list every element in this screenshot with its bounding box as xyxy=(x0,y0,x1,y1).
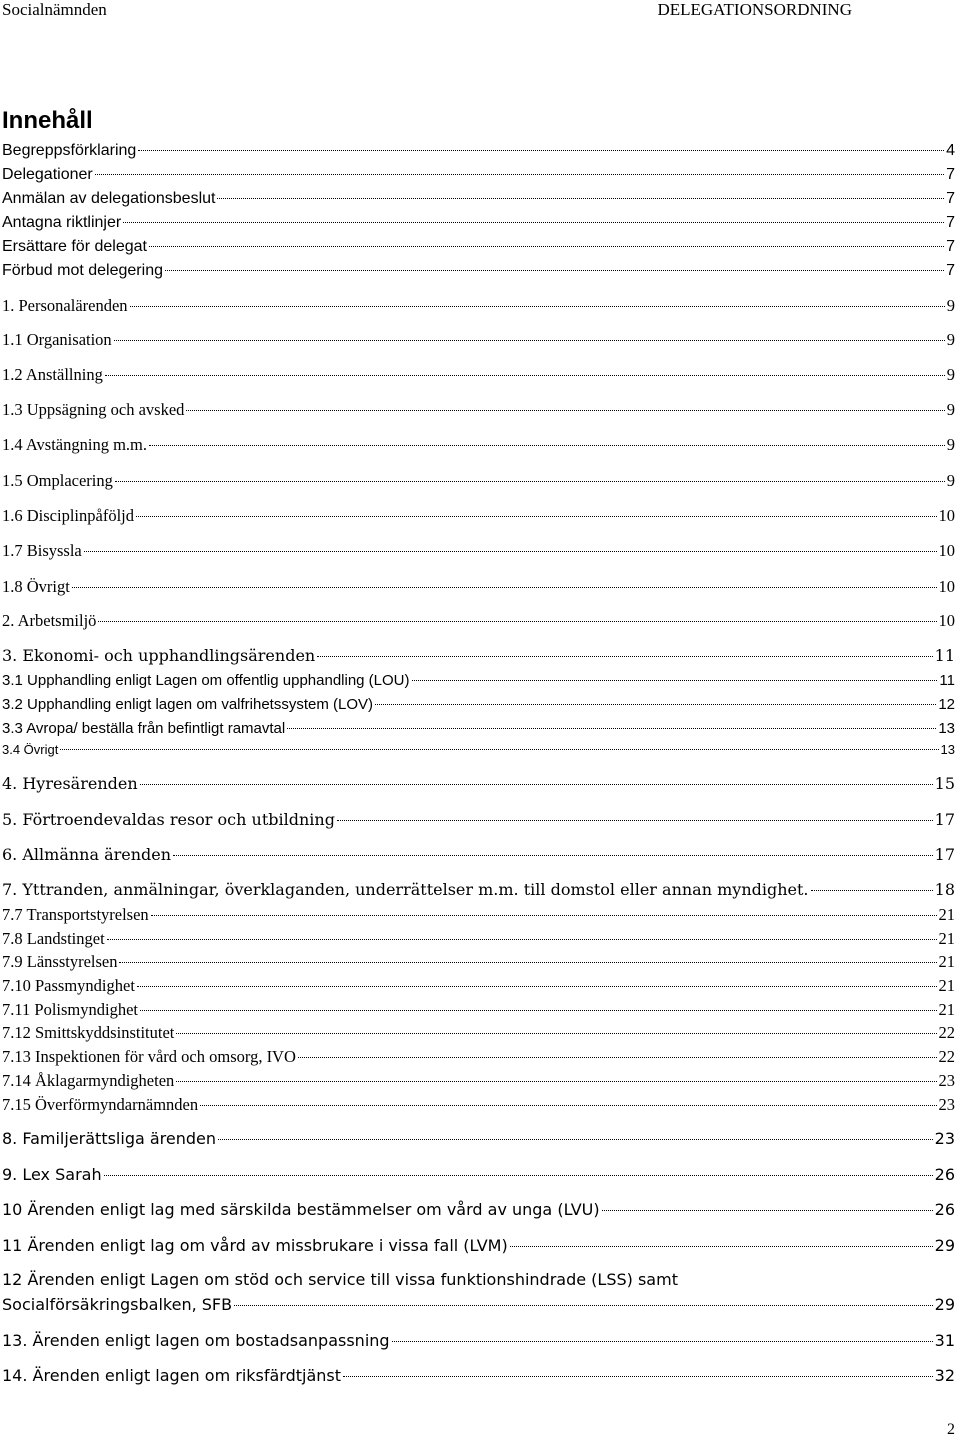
toc-entry-label: 7.15 Överförmyndarnämnden xyxy=(2,1095,199,1114)
toc-leader-dots xyxy=(149,445,945,446)
toc-entry-label: 1. Personalärenden xyxy=(2,296,128,315)
toc-entry-label: 8. Familjerättsliga ärenden xyxy=(2,1129,217,1148)
toc-entry-label: 3.3 Avropa/ beställa från befintligt ramavtal xyxy=(2,720,286,737)
toc-leader-dots xyxy=(412,680,938,681)
toc-entry[interactable] xyxy=(2,672,955,689)
toc-entry-page: 32 xyxy=(934,1366,955,1385)
toc-leader-dots xyxy=(137,986,937,987)
toc-entry-label: 7.10 Passmyndighet xyxy=(2,976,135,995)
toc-entry[interactable] xyxy=(2,435,955,455)
toc-leader-dots xyxy=(115,481,945,482)
toc-entry-page: 21 xyxy=(938,1000,955,1019)
toc-entry-page: 12 xyxy=(938,696,955,713)
toc-entry-label: 11 Ärenden enligt lag om vård av missbrukare i vissa fall (LVM) xyxy=(2,1236,508,1255)
toc-entry-page: 7 xyxy=(946,262,955,279)
toc-entry-label: 1.7 Bisyssla xyxy=(2,541,82,560)
toc-leader-dots xyxy=(136,516,937,517)
toc-entry-page: 7 xyxy=(946,214,955,231)
toc-entry-page: 23 xyxy=(938,1071,955,1090)
toc-entry-page: 10 xyxy=(938,541,955,560)
toc-entry[interactable] xyxy=(2,1366,955,1385)
toc-entry-page: 9 xyxy=(946,400,955,419)
toc-entry-page: 21 xyxy=(938,952,955,971)
toc-entry-page: 10 xyxy=(938,611,955,630)
toc-entry-page: 18 xyxy=(934,880,955,899)
toc-entry-page: 7 xyxy=(946,166,955,183)
toc-leader-dots xyxy=(123,222,944,223)
toc-leader-dots xyxy=(602,1210,933,1211)
toc-entry[interactable] xyxy=(2,506,955,526)
toc-leader-dots xyxy=(60,749,938,750)
toc-entry[interactable] xyxy=(2,646,955,665)
toc-entry-page: 10 xyxy=(938,577,955,596)
toc-entry-page: 10 xyxy=(938,506,955,525)
toc-entry[interactable] xyxy=(2,190,955,208)
toc-entry-label: 3.1 Upphandling enligt Lagen om offentlig upphandling (LOU) xyxy=(2,672,410,689)
toc-entry-label: 7.13 Inspektionen för vård och omsorg, IVO xyxy=(2,1047,296,1066)
toc-leader-dots xyxy=(140,1010,937,1011)
toc-leader-dots xyxy=(186,410,944,411)
toc-leader-dots xyxy=(176,1033,936,1034)
toc-entry[interactable] xyxy=(2,810,955,829)
toc-entry[interactable] xyxy=(2,976,955,996)
toc-entry[interactable] xyxy=(2,471,955,491)
toc-leader-dots xyxy=(811,890,933,891)
toc-leader-dots xyxy=(218,1139,933,1140)
toc-entry[interactable] xyxy=(2,1270,955,1289)
toc-leader-dots xyxy=(151,915,937,916)
toc-entry-label: 4. Hyresärenden xyxy=(2,774,138,793)
toc-entry-label: Begreppsförklaring xyxy=(2,142,137,159)
toc-entry-page: 7 xyxy=(946,238,955,255)
toc-entry-page: 11 xyxy=(934,646,955,665)
toc-leader-dots xyxy=(298,1057,937,1058)
toc-entry-label: Ersättare för delegat xyxy=(2,238,147,255)
toc-entry[interactable] xyxy=(2,330,955,350)
toc-leader-dots xyxy=(287,728,936,729)
toc-entry-page: 17 xyxy=(934,845,955,864)
toc-leader-dots xyxy=(98,621,936,622)
toc-entry-label: 1.4 Avstängning m.m. xyxy=(2,435,147,454)
toc-entry[interactable] xyxy=(2,929,955,949)
toc-entry[interactable] xyxy=(2,238,955,256)
toc-entry-label: Delegationer xyxy=(2,166,93,183)
toc-entry-label: 7.9 Länsstyrelsen xyxy=(2,952,118,971)
toc-entry-page: 26 xyxy=(934,1200,955,1219)
toc-entry-label: 7.8 Landstinget xyxy=(2,929,105,948)
toc-leader-dots xyxy=(392,1341,933,1342)
toc-entry[interactable] xyxy=(2,720,955,737)
toc-leader-dots xyxy=(337,820,933,821)
header-left: Socialnämnden xyxy=(2,0,107,19)
toc-leader-dots xyxy=(176,1081,936,1082)
toc-entry-label: 1.8 Övrigt xyxy=(2,577,70,596)
toc-entry[interactable] xyxy=(2,845,955,864)
toc-entry-label: Antagna riktlinjer xyxy=(2,214,122,231)
toc-entry-label: 13. Ärenden enligt lagen om bostadsanpassning xyxy=(2,1331,390,1350)
toc-entry[interactable] xyxy=(2,905,955,925)
toc-leader-dots xyxy=(107,939,937,940)
toc-entry[interactable] xyxy=(2,577,955,597)
toc-entry-label: 3. Ekonomi- och upphandlingsärenden xyxy=(2,646,316,665)
toc-entry-page: 21 xyxy=(938,905,955,924)
toc-entry[interactable] xyxy=(2,541,955,561)
toc-entry[interactable] xyxy=(2,214,955,232)
toc-entry-page: 23 xyxy=(934,1129,955,1148)
toc-leader-dots xyxy=(72,587,937,588)
toc-entry-label: Socialförsäkringsbalken, SFB xyxy=(2,1295,233,1314)
toc-leader-dots xyxy=(130,306,945,307)
toc-leader-dots xyxy=(343,1376,933,1377)
toc-entry-label: 2. Arbetsmiljö xyxy=(2,611,97,630)
toc-entry-page: 7 xyxy=(946,190,955,207)
toc-entry[interactable] xyxy=(2,400,955,420)
toc-entry-page: 13 xyxy=(938,720,955,737)
toc-entry-label: 9. Lex Sarah xyxy=(2,1165,102,1184)
toc-entry[interactable] xyxy=(2,1200,955,1219)
toc-entry-page: 9 xyxy=(946,296,955,315)
toc-entry[interactable] xyxy=(2,611,955,631)
toc-leader-dots xyxy=(317,656,932,657)
toc-title: Innehåll xyxy=(2,107,93,134)
toc-entry-page: 9 xyxy=(946,330,955,349)
toc-entry-label: 7. Yttranden, anmälningar, överklaganden, underrättelser m.m. till domstol eller annan myndighet. xyxy=(2,880,809,899)
toc-entry[interactable] xyxy=(2,1071,955,1091)
toc-entry[interactable] xyxy=(2,742,955,757)
toc-entry-label: 12 Ärenden enligt Lagen om stöd och service till vissa funktionshindrade (LSS) samt xyxy=(2,1270,678,1289)
header-right: DELEGATIONSORDNING xyxy=(657,0,852,19)
toc-entry-page: 4 xyxy=(946,142,955,159)
toc-entry[interactable] xyxy=(2,880,955,899)
toc-entry-label: 7.12 Smittskyddsinstitutet xyxy=(2,1023,175,1042)
toc-leader-dots xyxy=(119,962,936,963)
toc-entry[interactable] xyxy=(2,1047,955,1067)
toc-entry[interactable] xyxy=(2,166,955,184)
toc-leader-dots xyxy=(200,1105,936,1106)
toc-entry-page: 9 xyxy=(946,435,955,454)
toc-entry-label: 7.7 Transportstyrelsen xyxy=(2,905,149,924)
toc-leader-dots xyxy=(173,855,933,856)
toc-entry-label: 7.14 Åklagarmyndigheten xyxy=(2,1071,175,1090)
toc-entry-page: 15 xyxy=(934,774,955,793)
toc-leader-dots xyxy=(217,198,944,199)
toc-leader-dots xyxy=(510,1246,933,1247)
toc-entry[interactable] xyxy=(2,1023,955,1043)
toc-entry[interactable] xyxy=(2,1165,955,1184)
toc-entry-label: 6. Allmänna ärenden xyxy=(2,845,172,864)
toc-entry-label: Förbud mot delegering xyxy=(2,262,163,279)
toc-entry-page: 9 xyxy=(946,471,955,490)
toc-leader-dots xyxy=(114,340,945,341)
toc-leader-dots xyxy=(149,246,944,247)
toc-entry-page: 29 xyxy=(934,1295,955,1314)
toc-entry-page: 17 xyxy=(934,810,955,829)
toc-entry-label: 1.5 Omplacering xyxy=(2,471,113,490)
toc-entry[interactable] xyxy=(2,1000,955,1020)
toc-entry[interactable] xyxy=(2,1331,955,1350)
toc-entry-page: 13 xyxy=(940,742,955,757)
toc-entry-page: 22 xyxy=(938,1047,955,1066)
toc-leader-dots xyxy=(375,704,936,705)
toc-entry-label: 3.2 Upphandling enligt lagen om valfrihetssystem (LOV) xyxy=(2,696,374,713)
toc-entry-label: Anmälan av delegationsbeslut xyxy=(2,190,216,207)
toc-leader-dots xyxy=(140,784,933,785)
toc-entry-label: 1.6 Disciplinpåföljd xyxy=(2,506,134,525)
toc-entry[interactable] xyxy=(2,1295,955,1314)
toc-entry[interactable] xyxy=(2,774,955,793)
toc-entry[interactable] xyxy=(2,296,955,316)
toc-entry-page: 26 xyxy=(934,1165,955,1184)
toc-entry-page: 31 xyxy=(934,1331,955,1350)
toc-entry-page: 21 xyxy=(938,929,955,948)
toc-leader-dots xyxy=(138,150,944,151)
toc-entry-page: 22 xyxy=(938,1023,955,1042)
toc-entry-page: 9 xyxy=(946,365,955,384)
toc-entry[interactable] xyxy=(2,142,955,160)
toc-entry-label: 1.2 Anställning xyxy=(2,365,103,384)
toc-entry-page: 11 xyxy=(939,672,955,689)
toc-leader-dots xyxy=(234,1305,933,1306)
toc-entry-label: 7.11 Polismyndighet xyxy=(2,1000,138,1019)
toc-leader-dots xyxy=(165,270,944,271)
toc-entry[interactable] xyxy=(2,1129,955,1148)
toc-leader-dots xyxy=(105,375,945,376)
toc-leader-dots xyxy=(84,551,937,552)
toc-entry-label: 14. Ärenden enligt lagen om riksfärdtjänst xyxy=(2,1366,342,1385)
toc-entry[interactable] xyxy=(2,696,955,713)
toc-leader-dots xyxy=(104,1175,933,1176)
toc-entry-label: 3.4 Övrigt xyxy=(2,742,59,757)
page-number: 2 xyxy=(947,1421,955,1438)
toc-entry-label: 5. Förtroendevaldas resor och utbildning xyxy=(2,810,335,829)
toc-entry-label: 1.1 Organisation xyxy=(2,330,112,349)
toc-leader-dots xyxy=(95,174,944,175)
toc-entry[interactable] xyxy=(2,952,955,972)
toc-entry[interactable] xyxy=(2,1236,955,1255)
toc-entry[interactable] xyxy=(2,262,955,280)
toc-entry[interactable] xyxy=(2,365,955,385)
toc-entry-label: 1.3 Uppsägning och avsked xyxy=(2,400,185,419)
toc-entry-page: 23 xyxy=(938,1095,955,1114)
toc-entry[interactable] xyxy=(2,1095,955,1115)
toc-entry-label: 10 Ärenden enligt lag med särskilda bestämmelser om vård av unga (LVU) xyxy=(2,1200,600,1219)
toc-entry-page: 29 xyxy=(934,1236,955,1255)
toc-entry-page: 21 xyxy=(938,976,955,995)
